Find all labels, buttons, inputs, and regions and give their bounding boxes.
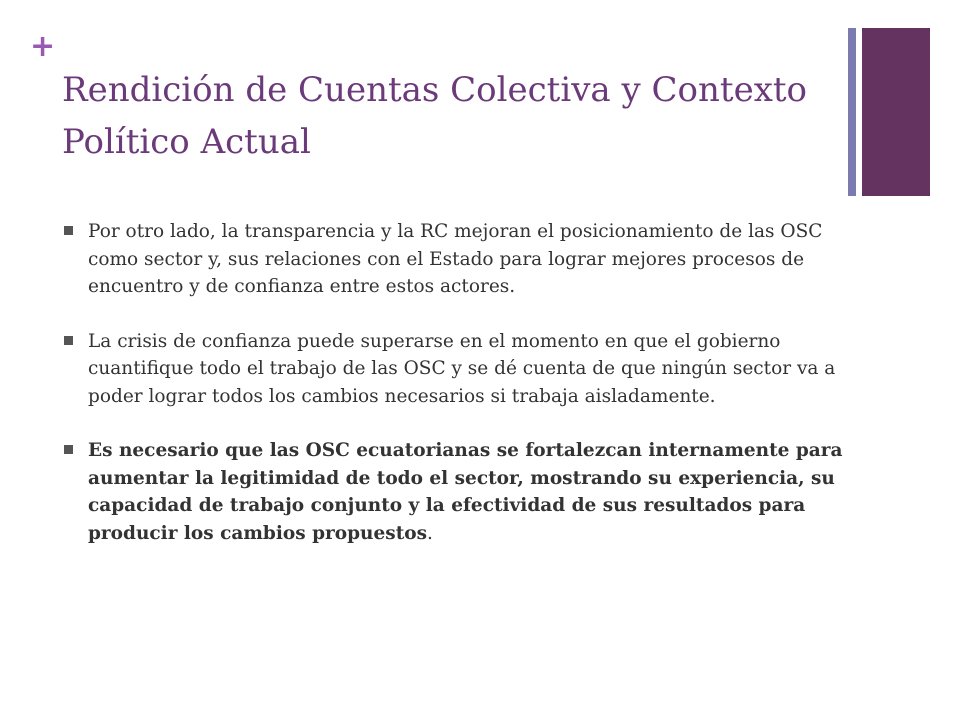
bullet-item: [64, 437, 854, 547]
bullet-text: Por otro lado, la transparencia y la RC mejoran el posicionamiento de las OSC como sector y, sus relaciones con el Estado para lograr mejores procesos de encuentro y de confianza entre estos actores.: [88, 221, 823, 297]
plus-icon: +: [30, 29, 56, 64]
square-bullet-icon: [64, 336, 73, 345]
accent-bar-thin: [848, 28, 856, 196]
bullet-suffix: .: [427, 522, 433, 544]
square-bullet-icon: [64, 445, 73, 454]
accent-bar-thick: [862, 28, 930, 196]
bullet-item: [64, 328, 854, 411]
bullet-text: Es necesario que las OSC ecuatorianas se fortalezcan internamente para aumentar la legitimidad de todo el sector, mostrando su experiencia, su capacidad de trabajo conjunto y la efectividad de sus resultados para producir los cambios propuestos: [88, 440, 843, 544]
square-bullet-icon: [64, 226, 73, 235]
bullet-list: [64, 218, 854, 574]
slide-title: Rendición de Cuentas Colectiva y Contexto Político Actual: [62, 70, 807, 162]
bullet-item: [64, 218, 854, 301]
bullet-text: La crisis de confianza puede superarse en el momento en que el gobierno cuantifique todo el trabajo de las OSC y se dé cuenta de que ningún sector va a poder lograr todos los cambios necesarios si trabaja aisladamente.: [88, 330, 836, 407]
